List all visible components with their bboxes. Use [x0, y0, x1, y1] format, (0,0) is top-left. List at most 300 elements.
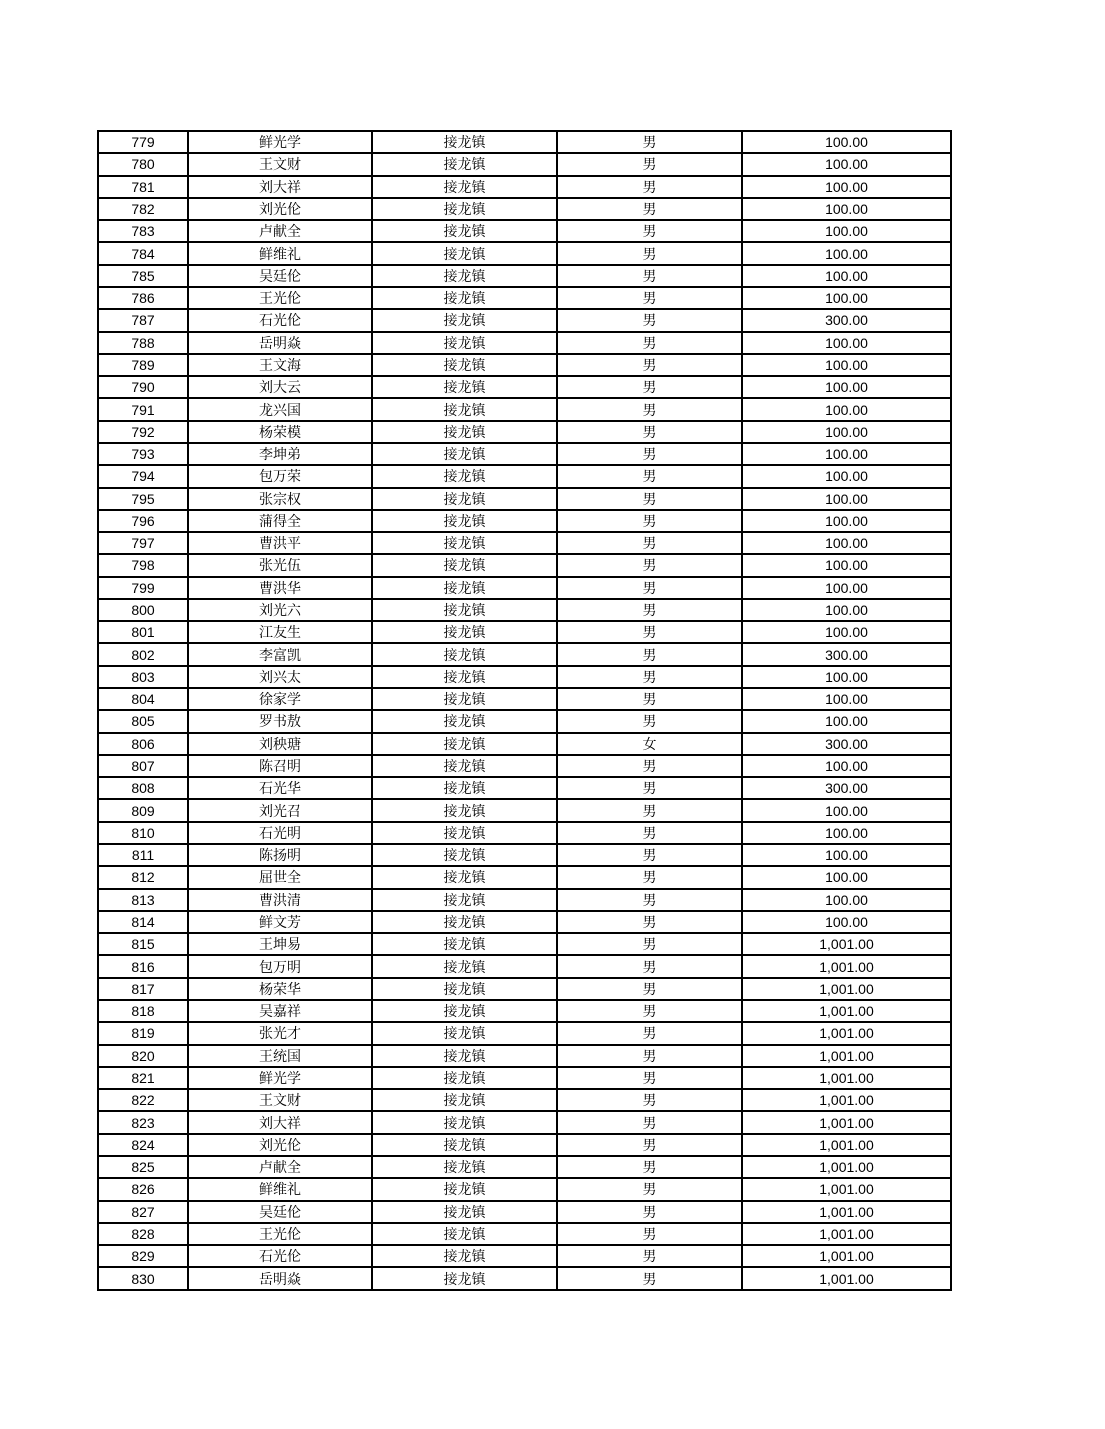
town-cell: 接龙镇	[372, 532, 557, 554]
serial-cell: 810	[98, 822, 188, 844]
town-cell: 接龙镇	[372, 131, 557, 153]
serial-cell: 800	[98, 599, 188, 621]
serial-cell: 780	[98, 153, 188, 175]
name-cell: 王坤易	[188, 933, 372, 955]
gender-cell: 男	[557, 1156, 742, 1178]
name-cell: 刘光伦	[188, 1134, 372, 1156]
gender-cell: 男	[557, 1111, 742, 1133]
table-row	[98, 153, 951, 175]
name-cell: 刘光伦	[188, 198, 372, 220]
serial-cell: 830	[98, 1267, 188, 1290]
table-row	[98, 955, 951, 977]
town-cell: 接龙镇	[372, 554, 557, 576]
table-row	[98, 889, 951, 911]
gender-cell: 男	[557, 176, 742, 198]
table-body	[98, 131, 951, 1290]
gender-cell: 男	[557, 510, 742, 532]
serial-cell: 798	[98, 554, 188, 576]
town-cell: 接龙镇	[372, 332, 557, 354]
name-cell: 刘大祥	[188, 1111, 372, 1133]
serial-cell: 814	[98, 911, 188, 933]
serial-cell: 803	[98, 666, 188, 688]
serial-cell: 799	[98, 577, 188, 599]
amount-cell: 100.00	[742, 153, 951, 175]
amount-cell: 100.00	[742, 265, 951, 287]
serial-cell: 809	[98, 799, 188, 821]
gender-cell: 男	[557, 287, 742, 309]
name-cell: 李富凯	[188, 643, 372, 665]
gender-cell: 男	[557, 933, 742, 955]
gender-cell: 男	[557, 844, 742, 866]
name-cell: 张宗权	[188, 488, 372, 510]
name-cell: 王文财	[188, 153, 372, 175]
table-row	[98, 198, 951, 220]
gender-cell: 男	[557, 1045, 742, 1067]
amount-cell: 100.00	[742, 220, 951, 242]
table-row	[98, 621, 951, 643]
name-cell: 鲜维礼	[188, 242, 372, 264]
serial-cell: 796	[98, 510, 188, 532]
town-cell: 接龙镇	[372, 242, 557, 264]
amount-cell: 100.00	[742, 688, 951, 710]
name-cell: 杨荣模	[188, 421, 372, 443]
gender-cell: 男	[557, 465, 742, 487]
amount-cell: 100.00	[742, 443, 951, 465]
town-cell: 接龙镇	[372, 488, 557, 510]
amount-cell: 100.00	[742, 488, 951, 510]
serial-cell: 793	[98, 443, 188, 465]
serial-cell: 804	[98, 688, 188, 710]
table-row	[98, 643, 951, 665]
gender-cell: 男	[557, 198, 742, 220]
gender-cell: 男	[557, 822, 742, 844]
table-row	[98, 666, 951, 688]
amount-cell: 100.00	[742, 710, 951, 732]
gender-cell: 男	[557, 309, 742, 331]
table-row	[98, 844, 951, 866]
amount-cell: 100.00	[742, 131, 951, 153]
amount-cell: 1,001.00	[742, 1245, 951, 1267]
serial-cell: 789	[98, 354, 188, 376]
gender-cell: 男	[557, 955, 742, 977]
name-cell: 吴嘉祥	[188, 1000, 372, 1022]
serial-cell: 806	[98, 733, 188, 755]
town-cell: 接龙镇	[372, 1067, 557, 1089]
town-cell: 接龙镇	[372, 1022, 557, 1044]
table-row	[98, 131, 951, 153]
name-cell: 刘大祥	[188, 176, 372, 198]
gender-cell: 男	[557, 755, 742, 777]
gender-cell: 男	[557, 1267, 742, 1290]
town-cell: 接龙镇	[372, 1000, 557, 1022]
gender-cell: 男	[557, 376, 742, 398]
table-row	[98, 1067, 951, 1089]
amount-cell: 100.00	[742, 889, 951, 911]
table-row	[98, 265, 951, 287]
gender-cell: 男	[557, 153, 742, 175]
table-row	[98, 1089, 951, 1111]
gender-cell: 男	[557, 889, 742, 911]
town-cell: 接龙镇	[372, 755, 557, 777]
town-cell: 接龙镇	[372, 176, 557, 198]
serial-cell: 815	[98, 933, 188, 955]
amount-cell: 100.00	[742, 354, 951, 376]
gender-cell: 男	[557, 866, 742, 888]
name-cell: 刘秧瑭	[188, 733, 372, 755]
name-cell: 鲜光学	[188, 1067, 372, 1089]
amount-cell: 100.00	[742, 621, 951, 643]
amount-cell: 100.00	[742, 198, 951, 220]
town-cell: 接龙镇	[372, 220, 557, 242]
name-cell: 包万荣	[188, 465, 372, 487]
amount-cell: 1,001.00	[742, 1156, 951, 1178]
gender-cell: 男	[557, 688, 742, 710]
gender-cell: 男	[557, 220, 742, 242]
name-cell: 卢献全	[188, 1156, 372, 1178]
town-cell: 接龙镇	[372, 1267, 557, 1290]
serial-cell: 805	[98, 710, 188, 732]
name-cell: 曹洪清	[188, 889, 372, 911]
town-cell: 接龙镇	[372, 1245, 557, 1267]
serial-cell: 786	[98, 287, 188, 309]
town-cell: 接龙镇	[372, 354, 557, 376]
gender-cell: 男	[557, 777, 742, 799]
name-cell: 张光伍	[188, 554, 372, 576]
name-cell: 吴廷伦	[188, 1201, 372, 1223]
amount-cell: 300.00	[742, 309, 951, 331]
table-row	[98, 1201, 951, 1223]
amount-cell: 300.00	[742, 777, 951, 799]
gender-cell: 男	[557, 332, 742, 354]
serial-cell: 818	[98, 1000, 188, 1022]
gender-cell: 男	[557, 265, 742, 287]
gender-cell: 男	[557, 599, 742, 621]
town-cell: 接龙镇	[372, 421, 557, 443]
table-row	[98, 376, 951, 398]
name-cell: 王光伦	[188, 1223, 372, 1245]
name-cell: 江友生	[188, 621, 372, 643]
gender-cell: 男	[557, 554, 742, 576]
gender-cell: 男	[557, 532, 742, 554]
town-cell: 接龙镇	[372, 1201, 557, 1223]
name-cell: 岳明焱	[188, 332, 372, 354]
table-row	[98, 309, 951, 331]
serial-cell: 811	[98, 844, 188, 866]
table-row	[98, 866, 951, 888]
town-cell: 接龙镇	[372, 777, 557, 799]
amount-cell: 100.00	[742, 666, 951, 688]
gender-cell: 男	[557, 1022, 742, 1044]
serial-cell: 782	[98, 198, 188, 220]
name-cell: 石光华	[188, 777, 372, 799]
serial-cell: 792	[98, 421, 188, 443]
gender-cell: 男	[557, 1089, 742, 1111]
amount-cell: 100.00	[742, 465, 951, 487]
table-row	[98, 421, 951, 443]
table-row	[98, 710, 951, 732]
name-cell: 石光伦	[188, 309, 372, 331]
name-cell: 王文海	[188, 354, 372, 376]
amount-cell: 1,001.00	[742, 1223, 951, 1245]
town-cell: 接龙镇	[372, 889, 557, 911]
amount-cell: 100.00	[742, 577, 951, 599]
amount-cell: 1,001.00	[742, 1045, 951, 1067]
amount-cell: 1,001.00	[742, 978, 951, 1000]
serial-cell: 779	[98, 131, 188, 153]
amount-cell: 1,001.00	[742, 1178, 951, 1200]
table-row	[98, 978, 951, 1000]
amount-cell: 100.00	[742, 287, 951, 309]
amount-cell: 1,001.00	[742, 1201, 951, 1223]
table-row	[98, 799, 951, 821]
serial-cell: 781	[98, 176, 188, 198]
name-cell: 包万明	[188, 955, 372, 977]
serial-cell: 797	[98, 532, 188, 554]
town-cell: 接龙镇	[372, 287, 557, 309]
town-cell: 接龙镇	[372, 978, 557, 1000]
table-row	[98, 1045, 951, 1067]
table-row	[98, 599, 951, 621]
town-cell: 接龙镇	[372, 911, 557, 933]
name-cell: 刘兴太	[188, 666, 372, 688]
serial-cell: 817	[98, 978, 188, 1000]
name-cell: 鲜维礼	[188, 1178, 372, 1200]
table-row	[98, 822, 951, 844]
gender-cell: 男	[557, 1223, 742, 1245]
name-cell: 王光伦	[188, 287, 372, 309]
payment-table	[97, 130, 952, 1291]
serial-cell: 821	[98, 1067, 188, 1089]
gender-cell: 男	[557, 1134, 742, 1156]
amount-cell: 100.00	[742, 242, 951, 264]
serial-cell: 826	[98, 1178, 188, 1200]
town-cell: 接龙镇	[372, 1111, 557, 1133]
gender-cell: 男	[557, 354, 742, 376]
town-cell: 接龙镇	[372, 577, 557, 599]
table-row	[98, 354, 951, 376]
amount-cell: 1,001.00	[742, 1111, 951, 1133]
table-row	[98, 755, 951, 777]
name-cell: 刘大云	[188, 376, 372, 398]
serial-cell: 825	[98, 1156, 188, 1178]
gender-cell: 男	[557, 131, 742, 153]
amount-cell: 1,001.00	[742, 933, 951, 955]
gender-cell: 男	[557, 978, 742, 1000]
amount-cell: 100.00	[742, 510, 951, 532]
serial-cell: 787	[98, 309, 188, 331]
town-cell: 接龙镇	[372, 1156, 557, 1178]
amount-cell: 1,001.00	[742, 1000, 951, 1022]
name-cell: 鲜文芳	[188, 911, 372, 933]
name-cell: 罗书敖	[188, 710, 372, 732]
town-cell: 接龙镇	[372, 643, 557, 665]
serial-cell: 822	[98, 1089, 188, 1111]
gender-cell: 男	[557, 421, 742, 443]
town-cell: 接龙镇	[372, 955, 557, 977]
name-cell: 石光明	[188, 822, 372, 844]
gender-cell: 男	[557, 621, 742, 643]
name-cell: 杨荣华	[188, 978, 372, 1000]
town-cell: 接龙镇	[372, 799, 557, 821]
serial-cell: 823	[98, 1111, 188, 1133]
town-cell: 接龙镇	[372, 710, 557, 732]
gender-cell: 男	[557, 1178, 742, 1200]
amount-cell: 100.00	[742, 911, 951, 933]
town-cell: 接龙镇	[372, 666, 557, 688]
amount-cell: 100.00	[742, 822, 951, 844]
table-row	[98, 510, 951, 532]
town-cell: 接龙镇	[372, 510, 557, 532]
gender-cell: 男	[557, 242, 742, 264]
serial-cell: 829	[98, 1245, 188, 1267]
table-row	[98, 176, 951, 198]
gender-cell: 男	[557, 577, 742, 599]
gender-cell: 男	[557, 488, 742, 510]
serial-cell: 807	[98, 755, 188, 777]
amount-cell: 300.00	[742, 733, 951, 755]
town-cell: 接龙镇	[372, 265, 557, 287]
town-cell: 接龙镇	[372, 376, 557, 398]
amount-cell: 100.00	[742, 421, 951, 443]
town-cell: 接龙镇	[372, 198, 557, 220]
amount-cell: 300.00	[742, 643, 951, 665]
serial-cell: 816	[98, 955, 188, 977]
table-row	[98, 465, 951, 487]
table-row	[98, 1178, 951, 1200]
name-cell: 鲜光学	[188, 131, 372, 153]
name-cell: 岳明焱	[188, 1267, 372, 1290]
gender-cell: 男	[557, 1067, 742, 1089]
name-cell: 李坤弟	[188, 443, 372, 465]
serial-cell: 802	[98, 643, 188, 665]
amount-cell: 1,001.00	[742, 1267, 951, 1290]
amount-cell: 1,001.00	[742, 1134, 951, 1156]
amount-cell: 100.00	[742, 332, 951, 354]
table-row	[98, 1111, 951, 1133]
table-row	[98, 443, 951, 465]
name-cell: 王文财	[188, 1089, 372, 1111]
table-row	[98, 777, 951, 799]
gender-cell: 男	[557, 1245, 742, 1267]
serial-cell: 820	[98, 1045, 188, 1067]
name-cell: 陈召明	[188, 755, 372, 777]
gender-cell: 男	[557, 1201, 742, 1223]
gender-cell: 女	[557, 733, 742, 755]
gender-cell: 男	[557, 666, 742, 688]
table-row	[98, 287, 951, 309]
name-cell: 陈扬明	[188, 844, 372, 866]
amount-cell: 1,001.00	[742, 1022, 951, 1044]
amount-cell: 100.00	[742, 554, 951, 576]
serial-cell: 790	[98, 376, 188, 398]
town-cell: 接龙镇	[372, 465, 557, 487]
table-row	[98, 488, 951, 510]
serial-cell: 783	[98, 220, 188, 242]
name-cell: 刘光召	[188, 799, 372, 821]
table-row	[98, 398, 951, 420]
serial-cell: 794	[98, 465, 188, 487]
amount-cell: 100.00	[742, 844, 951, 866]
serial-cell: 819	[98, 1022, 188, 1044]
serial-cell: 795	[98, 488, 188, 510]
amount-cell: 100.00	[742, 398, 951, 420]
town-cell: 接龙镇	[372, 153, 557, 175]
gender-cell: 男	[557, 710, 742, 732]
serial-cell: 784	[98, 242, 188, 264]
town-cell: 接龙镇	[372, 688, 557, 710]
name-cell: 龙兴国	[188, 398, 372, 420]
table-row	[98, 332, 951, 354]
name-cell: 屈世全	[188, 866, 372, 888]
town-cell: 接龙镇	[372, 1045, 557, 1067]
name-cell: 曹洪华	[188, 577, 372, 599]
town-cell: 接龙镇	[372, 599, 557, 621]
town-cell: 接龙镇	[372, 398, 557, 420]
amount-cell: 100.00	[742, 376, 951, 398]
town-cell: 接龙镇	[372, 866, 557, 888]
serial-cell: 813	[98, 889, 188, 911]
gender-cell: 男	[557, 911, 742, 933]
serial-cell: 812	[98, 866, 188, 888]
table-row	[98, 733, 951, 755]
town-cell: 接龙镇	[372, 309, 557, 331]
table-row	[98, 554, 951, 576]
name-cell: 王统国	[188, 1045, 372, 1067]
town-cell: 接龙镇	[372, 1178, 557, 1200]
serial-cell: 827	[98, 1201, 188, 1223]
amount-cell: 100.00	[742, 799, 951, 821]
town-cell: 接龙镇	[372, 443, 557, 465]
town-cell: 接龙镇	[372, 733, 557, 755]
town-cell: 接龙镇	[372, 822, 557, 844]
table-row	[98, 1156, 951, 1178]
table-row	[98, 933, 951, 955]
serial-cell: 808	[98, 777, 188, 799]
table-row	[98, 1245, 951, 1267]
town-cell: 接龙镇	[372, 621, 557, 643]
gender-cell: 男	[557, 443, 742, 465]
town-cell: 接龙镇	[372, 1223, 557, 1245]
amount-cell: 100.00	[742, 755, 951, 777]
table-row	[98, 242, 951, 264]
amount-cell: 100.00	[742, 176, 951, 198]
town-cell: 接龙镇	[372, 1134, 557, 1156]
gender-cell: 男	[557, 398, 742, 420]
serial-cell: 824	[98, 1134, 188, 1156]
amount-cell: 1,001.00	[742, 1089, 951, 1111]
serial-cell: 788	[98, 332, 188, 354]
amount-cell: 100.00	[742, 532, 951, 554]
gender-cell: 男	[557, 799, 742, 821]
town-cell: 接龙镇	[372, 1089, 557, 1111]
name-cell: 刘光六	[188, 599, 372, 621]
name-cell: 蒲得全	[188, 510, 372, 532]
table-row	[98, 688, 951, 710]
amount-cell: 100.00	[742, 599, 951, 621]
name-cell: 卢献全	[188, 220, 372, 242]
serial-cell: 791	[98, 398, 188, 420]
amount-cell: 1,001.00	[742, 955, 951, 977]
amount-cell: 1,001.00	[742, 1067, 951, 1089]
table-row	[98, 532, 951, 554]
table-row	[98, 220, 951, 242]
table-row	[98, 1223, 951, 1245]
name-cell: 张光才	[188, 1022, 372, 1044]
table-row	[98, 1022, 951, 1044]
amount-cell: 100.00	[742, 866, 951, 888]
gender-cell: 男	[557, 1000, 742, 1022]
table-row	[98, 1000, 951, 1022]
